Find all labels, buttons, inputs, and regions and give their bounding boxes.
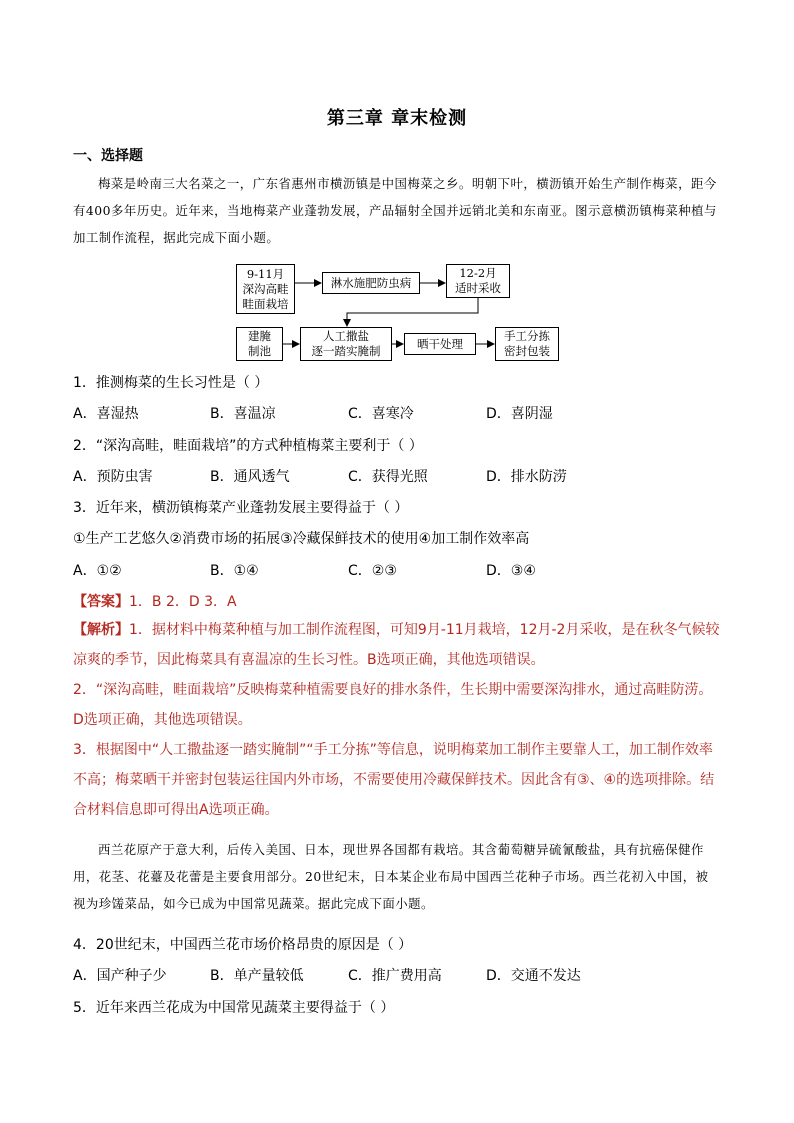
q1-option-b: B．喜温凉 [210,406,276,422]
question-3-stem: 3．近年来，横沥镇梅菜产业蓬勃发展主要得益于（ ） [73,500,409,516]
q2-option-b: B．通风透气 [210,469,290,485]
analysis-p1-text: 1．据材料中梅菜种植与加工制作流程图，可知9月-11月栽培，12月-2月采收，是在秋冬气候较凉爽的季节，因此梅菜具有喜温凉的生长习性。B选项正确，其他选项错误。 [73,622,720,668]
flow-box-planting: 9-11月 深沟高畦 畦面栽培 [236,264,295,314]
answer-label: 【答案】 [73,594,129,610]
flow-box-pool: 建腌 制池 [236,327,283,361]
question-4-stem: 4．20世纪末，中国西兰花市场价格昂贵的原因是（ ） [73,937,413,953]
analysis-label: 【解析】 [73,622,129,638]
q1-option-a: A．喜湿热 [73,406,139,422]
q3-option-d: D．③④ [486,563,536,579]
q2-option-a: A．预防虫害 [73,469,153,485]
q2-option-c: C．获得光照 [348,469,428,485]
flow-box-salting: 人工撒盐 逐一踏实腌制 [300,327,392,361]
q4-option-a: A．国产种子少 [73,968,167,984]
q4-option-b: B．单产量较低 [210,968,304,984]
passage-broccoli: 西兰花原产于意大利，后传入美国、日本，现世界各国都有栽培。其含葡萄糖异硫氰酸盐，具有抗癌保健作用，花茎、花薹及花蕾是主要食用部分。20世纪末，日本某企业布局中国西兰花种子市场。西兰花初入中国，被视为珍馐菜品，如今已成为中国常见蔬菜。据此完成下面小题。 [73,842,709,911]
arrow-3 [347,298,478,326]
q4-option-d: D．交通不发达 [486,968,581,984]
passage-meicai: 梅菜是岭南三大名菜之一，广东省惠州市横沥镇是中国梅菜之乡。明朝下叶，横沥镇开始生产制作梅菜，距今有400多年历史。近年来，当地梅菜产业蓬勃发展，产品辐射全国并远销北美和东南亚。图示意横沥镇梅菜种植与加工制作流程，据此完成下面小题。 [73,176,717,245]
flow-box-fertilize: 淋水施肥防虫病 [322,272,420,294]
q4-option-c: C．推广费用高 [348,968,442,984]
page-title: 第三章 章末检测 [326,108,468,129]
question-1-stem: 1．推测梅菜的生长习性是（ ） [73,375,269,391]
q2-option-d: D．排水防涝 [486,469,567,485]
question-3-items: ①生产工艺悠久②消费市场的拓展③冷藏保鲜技术的使用④加工制作效率高 [73,531,530,547]
q3-option-a: A．①② [73,563,122,579]
flow-box-packing: 手工分拣 密封包装 [495,327,559,361]
analysis-p2: 2．“深沟高畦，畦面栽培”反映梅菜种植需要良好的排水条件，生长期中需要深沟排水，通过高畦防涝。D选项正确，其他选项错误。 [73,682,713,728]
analysis-p1 [73,615,723,675]
q3-option-c: C．②③ [348,563,397,579]
answer-text: 1．B 2．D 3．A [129,594,237,610]
flow-box-harvest: 12-2月 适时采收 [446,264,510,298]
question-2-stem: 2．“深沟高畦，畦面栽培”的方式种植梅菜主要利于（ ） [73,438,423,454]
q1-option-d: D．喜阴湿 [486,406,553,422]
question-5-stem: 5．近年来西兰花成为中国常见蔬菜主要得益于（ ） [73,1000,395,1016]
analysis-p3: 3．根据图中“人工撒盐逐一踏实腌制”“手工分拣”等信息，说明梅菜加工制作主要靠人工，加工制作效率不高；梅菜晒干并密封包装运往国内外市场，不需要使用冷藏保鲜技术。因此含有③、④的选项排除。结合材料信息即可得出A选项正确。 [73,742,715,818]
q1-option-c: C．喜寒冷 [348,406,414,422]
answer-line [73,591,237,611]
flow-box-drying: 晒干处理 [404,333,476,355]
analysis-block [73,615,723,825]
q3-option-b: B．①④ [210,563,259,579]
section-heading: 一、选择题 [73,148,143,164]
